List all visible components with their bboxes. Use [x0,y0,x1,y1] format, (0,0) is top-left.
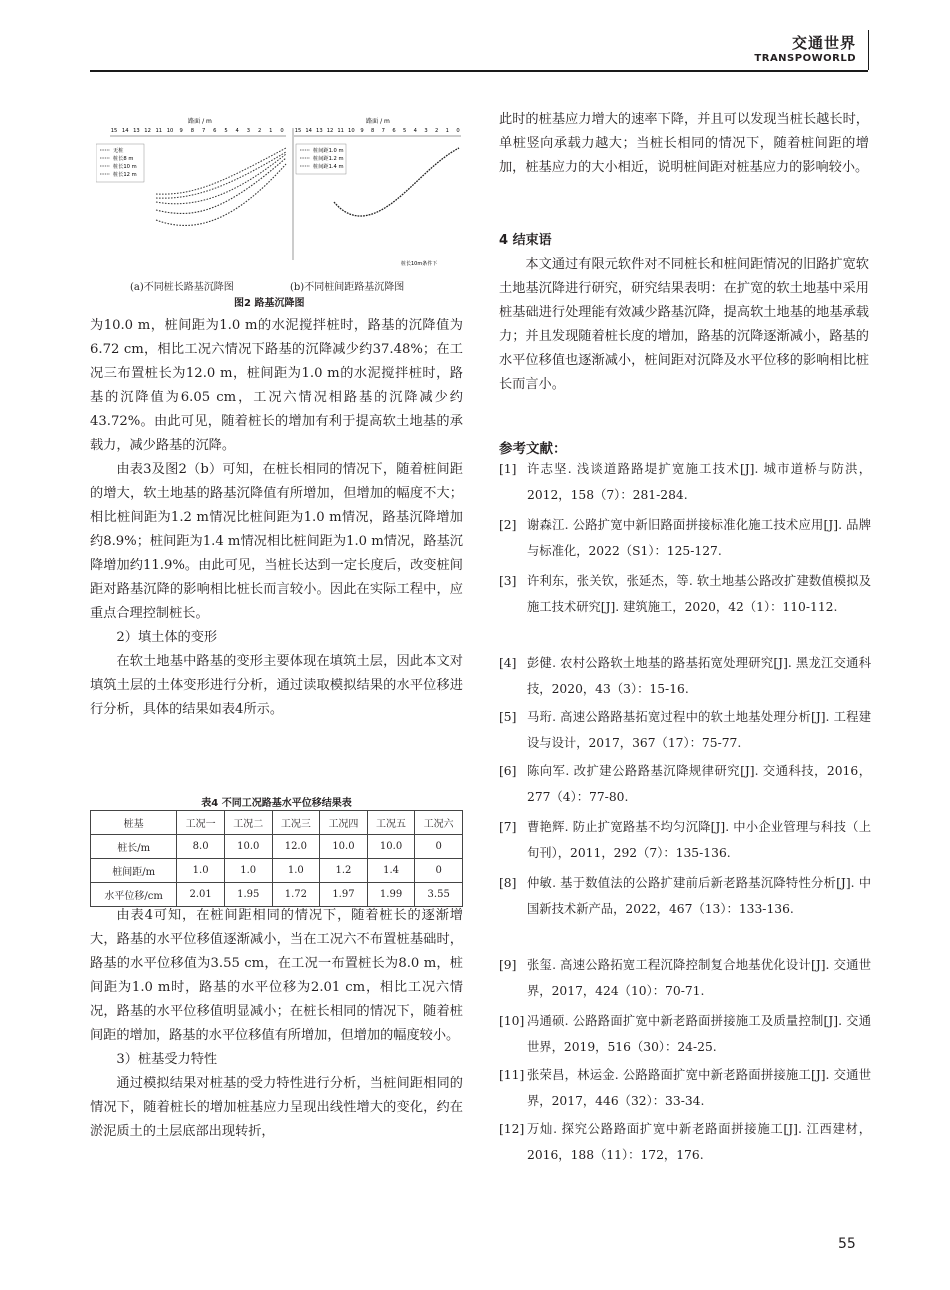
tick-label: 4 [413,128,417,134]
reference-number: [3] [499,574,517,588]
tick-label: 15 [110,128,118,134]
table-cell: 水平位移/cm [91,883,177,907]
tick-label: 7 [201,128,206,134]
references-title: 参考文献： [499,441,567,457]
figure-title: 图2 路基沉降图 [234,298,305,309]
paragraph: 本文通过有限元软件对不同桩长和桩间距情况的旧路扩宽软土地基沉降进行研究，研究结果表明：在扩宽的软土地基中采用桩基础进行处理能有效减少路基沉降，提高软土地基的地基承载力；并且发现随着桩长度的增加，路基的沉降逐渐减小，路基的水平位移值也逐渐减小，桩间距对沉降及水平位移的影响相比桩长而言小。 [499,257,869,392]
tick-label: 14 [305,128,312,134]
table-cell: 工况一 [177,811,225,835]
table-cell: 桩间距/m [91,859,177,883]
tick-label: 1 [269,128,273,134]
reference-text: 彭健. 农村公路软土地基的路基拓宽处理研究[J]. 黑龙江交通科技，2020，43（3）：15-16. [527,656,871,696]
table-4-title: 表4 不同工况路基水平位移结果表 [201,798,352,809]
legend-label: 桩间距1.4 m [313,164,344,170]
table-cell: 桩长/m [91,835,177,859]
reference-item [499,1008,871,1060]
table-cell: 12.0 [272,835,320,859]
table-cell: 1.4 [367,859,415,883]
panel-a-axis-label: 路面 / m [188,118,212,125]
table-cell: 工况三 [272,811,320,835]
tick-label: 11 [337,128,344,134]
table-cell: 1.99 [367,883,415,907]
legend-label: 无桩 [113,148,124,154]
reference-text: 陈向军. 改扩建公路路基沉降规律研究[J]. 交通科技，2016，277（4）：77-80. [527,764,871,804]
reference-item [499,512,871,564]
tick-label: 6 [392,128,396,134]
legend-label: 桩长12 m [113,172,137,178]
panel-a [96,117,286,225]
reference-item [499,568,871,620]
reference-text: 曹艳辉. 防止扩宽路基不均匀沉降[J]. 中小企业管理与科技（上旬刊），2011，292（7）：135-136. [527,820,871,860]
tick-label: 10 [166,128,174,134]
reference-text: 许利东，张关钦，张延杰，等. 软土地基公路改扩建数值模拟及施工技术研究[J]. 建筑施工，2020，42（1）：110-112. [527,574,871,614]
table-cell: 8.0 [177,835,225,859]
reference-number: [7] [499,820,517,834]
table-cell: 1.95 [224,883,272,907]
reference-item [499,704,871,756]
tick-label: 0 [280,128,284,134]
tick-label: 15 [294,128,302,134]
table-cell: 1.0 [177,859,225,883]
panel-a-ticks [111,128,284,134]
journal-subtitle: TRANSPOWORLD [754,53,856,64]
tick-label: 8 [190,128,195,134]
left-column-top [90,314,463,722]
table-cell: 1.97 [320,883,368,907]
table-cell: 3.55 [415,883,463,907]
reference-item [499,1062,871,1114]
reference-item [499,758,871,810]
table-header-row [91,811,463,835]
table-cell: 10.0 [320,835,368,859]
subheading: 2）填土体的变形 [116,630,218,645]
table-cell: 工况二 [224,811,272,835]
reference-text: 谢森江. 公路扩宽中新旧路面拼接标准化施工技术应用[J]. 品牌与标准化，2022（S1）：125-127. [527,518,871,558]
table-cell: 工况四 [320,811,368,835]
tick-label: 12 [326,128,334,134]
reference-text: 仲敏. 基于数值法的公路扩建前后新老路基沉降特性分析[J]. 中国新技术新产品，2022，467（13）：133-136. [527,876,871,916]
legend-label: 桩长8 m [113,156,134,162]
figure-caption-b: (b)不同桩间距路基沉降图 [290,282,405,293]
tick-label: 5 [224,128,228,134]
table-4 [90,810,463,907]
paragraph: 此时的桩基应力增大的速率下降，并且可以发现当桩长越长时，单桩竖向承载力越大；当桩长相同的情况下，随着桩间距的增加，桩基应力的大小相近，说明桩间距对桩基应力的影响较小。 [499,112,869,175]
reference-number: [4] [499,656,517,670]
tick-label: 2 [257,128,262,134]
tick-label: 13 [133,128,140,134]
table-row [91,883,463,907]
table-cell: 2.01 [177,883,225,907]
table-cell: 工况五 [367,811,415,835]
table-cell: 工况六 [415,811,463,835]
tick-label: 1 [445,128,449,134]
paragraph: 在软土地基中路基的变形主要体现在填筑土层，因此本文对填筑土层的土体变形进行分析，通过读取模拟结果的水平位移进行分析，具体的结果如表4所示。 [90,654,463,717]
reference-text: 马珩. 高速公路路基拓宽过程中的软土地基处理分析[J]. 工程建设与设计，2017，367（17）：75-77. [527,710,871,750]
tick-label: 13 [316,128,323,134]
panel-b [293,117,461,267]
panel-b-note: 桩长10m条件下 [401,261,438,267]
reference-text: 冯通硕. 公路路面扩宽中新老路面拼接施工及质量控制[J]. 交通世界，2019，516（30）：24-25. [527,1014,871,1054]
header-rule [90,70,868,72]
table-cell: 0 [415,859,463,883]
tick-label: 3 [424,128,428,134]
page-number: 55 [838,1236,856,1252]
reference-item [499,870,871,922]
tick-label: 10 [348,128,355,134]
paragraph: 由表4可知，在桩间距相同的情况下，随着桩长的逐渐增大，路基的水平位移值逐渐减小，当在工况六不布置桩基础时，路基的水平位移值为3.55 cm，在工况一布置桩长为8.0 m，桩间距为1.0 m时，路基的水平位移为2.01 cm，相比工况六情况，路基的水平位移值明显减小；在桩长相同的情况下，随着桩间距的增加，路基的水平位移值有所增加，但增加的幅度较小。 [90,908,463,1043]
panel-b-ticks [295,128,460,134]
reference-item [499,1116,871,1168]
table-row [91,859,463,883]
reference-item [499,650,871,702]
reference-number: [8] [499,876,517,890]
reference-item [499,952,871,1004]
table-row [91,835,463,859]
paragraph: 通过模拟结果对桩基的受力特性进行分析，当桩间距相同的情况下，随着桩长的增加桩基应力呈现出线性增大的变化，约在淤泥质土的土层底部出现转折， [90,1076,463,1139]
tick-label: 0 [456,128,460,134]
reference-number: [11] [499,1068,525,1082]
table-cell: 10.0 [224,835,272,859]
tick-label: 11 [155,128,163,134]
subheading: 3）桩基受力特性 [116,1052,218,1067]
reference-number: [6] [499,764,517,778]
header-divider [868,30,869,70]
legend-label: 桩间距1.0 m [313,148,344,154]
tick-label: 5 [403,128,407,134]
tick-label: 8 [371,128,375,134]
figure-caption-a: (a)不同桩长路基沉降图 [130,282,234,293]
tick-label: 9 [179,128,183,134]
tick-label: 3 [246,128,251,134]
right-column-top [499,108,869,180]
tick-label: 6 [213,128,217,134]
tick-label: 9 [360,128,364,134]
table-cell: 1.2 [320,859,368,883]
paragraph: 由表3及图2（b）可知，在桩长相同的情况下，随着桩间距的增大，软土地基的路基沉降值有所增加，但增加的幅度不大；相比桩间距为1.2 m情况比桩间距为1.0 m情况，路基沉降增加约8.9%；桩间距为1.4 m情况相比桩间距为1.0 m情况，路基沉降增加约11.9%。由此可见，当桩长达到一定长度后，改变桩间距对路基沉降的影响相比桩长而言较小。因此在实际工程中，应重点合理控制桩长。 [90,462,463,621]
panel-b-axis-label: 路面 / m [366,118,390,125]
tick-label: 12 [144,128,151,134]
figure-2-plots [96,110,461,280]
table-cell: 10.0 [367,835,415,859]
table-cell: 1.0 [224,859,272,883]
section-title: 4 结束语 [499,233,552,248]
reference-item [499,456,871,508]
reference-item [499,814,871,866]
reference-text: 张荣昌，林运金. 公路路面扩宽中新老路面拼接施工[J]. 交通世界，2017，446（32）：33-34. [527,1068,871,1108]
paragraph: 为10.0 m，桩间距为1.0 m的水泥搅拌桩时，路基的沉降值为6.72 cm，相比工况六情况下路基的沉降减少约37.48%；在工况三布置桩长为12.0 m，桩间距为1.0 m的水泥搅拌桩时，路基的沉降值为6.05 cm，工况六情况相路基的沉降减少约43.72%。由此可见，随着桩长的增加有利于提高软土地基的承载力，减少路基的沉降。 [90,318,463,453]
legend-label: 桩长10 m [113,164,137,170]
tick-label: 2 [435,128,439,134]
tick-label: 7 [381,128,385,134]
reference-number: [2] [499,518,517,532]
left-column-bottom [90,904,463,1144]
tick-label: 4 [235,128,239,134]
tick-label: 14 [121,128,129,134]
reference-number: [10] [499,1014,525,1028]
reference-number: [9] [499,958,517,972]
reference-number: [1] [499,462,517,476]
reference-number: [5] [499,710,517,724]
reference-text: 万灿. 探究公路路面扩宽中新老路面拼接施工[J]. 江西建材，2016，188（11）：172，176. [527,1122,871,1162]
table-cell: 1.0 [272,859,320,883]
conclusion-section [499,229,869,397]
reference-text: 许志坚. 浅谈道路路堤扩宽施工技术[J]. 城市道桥与防洪，2012，158（7）：281-284. [527,462,871,502]
reference-text: 张玺. 高速公路拓宽工程沉降控制复合地基优化设计[J]. 交通世界，2017，424（10）：70-71. [527,958,871,998]
reference-number: [12] [499,1122,525,1136]
table-cell: 1.72 [272,883,320,907]
journal-title: 交通世界 [791,34,856,52]
table-cell: 0 [415,835,463,859]
legend-label: 桩间距1.2 m [313,156,344,162]
table-cell: 桩基 [91,811,177,835]
